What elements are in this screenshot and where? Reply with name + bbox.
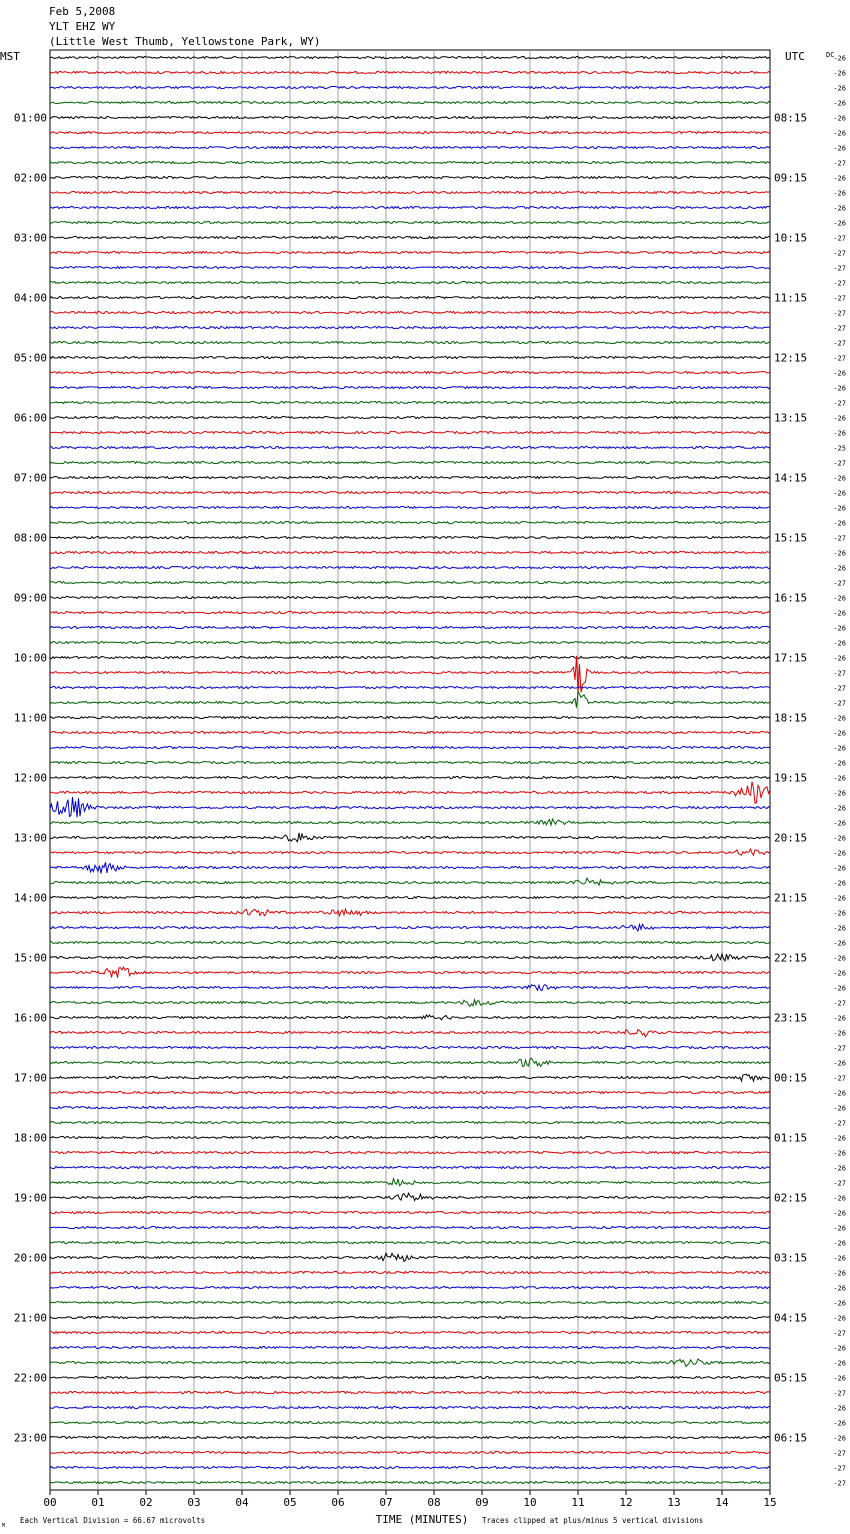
seismic-trace: [50, 967, 770, 978]
dc-offset-label: -27: [833, 264, 846, 273]
dc-offset-label: -27: [833, 684, 846, 693]
x-tick-label: 14: [715, 1496, 729, 1509]
seismic-trace: [50, 1391, 770, 1393]
seismic-trace: [50, 191, 770, 193]
mst-hour-label: 14:00: [13, 891, 47, 905]
utc-hour-label: 09:15: [774, 171, 808, 185]
mst-hour-label: 03:00: [13, 231, 47, 245]
seismic-trace: [50, 862, 770, 873]
dc-offset-label: -26: [833, 909, 846, 918]
dc-offset-label: -26: [833, 549, 846, 558]
seismic-trace: [50, 56, 770, 58]
dc-offset-label: -26: [833, 894, 846, 903]
dc-offset-label: -26: [833, 819, 846, 828]
mst-hour-label: 13:00: [13, 831, 47, 845]
mst-hour-label: 07:00: [13, 471, 47, 485]
dc-offset-label: -26: [833, 1194, 846, 1203]
seismic-trace: [50, 536, 770, 538]
utc-hour-label: 00:15: [774, 1071, 808, 1085]
clip-note: Traces clipped at plus/minus 5 vertical divisions: [482, 1516, 704, 1525]
seismic-trace: [50, 1286, 770, 1288]
seismic-trace: [50, 692, 770, 708]
dc-offset-label: -26: [833, 114, 846, 123]
dc-offset-label: -26: [833, 1029, 846, 1038]
seismic-trace: [50, 656, 770, 658]
dc-offset-label: -26: [833, 1254, 846, 1263]
mst-hour-label: 01:00: [13, 111, 47, 125]
dc-offset-label: -27: [833, 249, 846, 258]
mst-hour-label: 06:00: [13, 411, 47, 425]
utc-hour-label: 06:15: [774, 1431, 808, 1445]
seismic-trace: [50, 521, 770, 523]
dc-column-label: DC: [826, 51, 835, 59]
x-tick-label: 10: [523, 1496, 537, 1509]
x-tick-label: 11: [571, 1496, 585, 1509]
dc-offset-label: -27: [833, 1074, 846, 1083]
corner-mark: M: [2, 1523, 6, 1529]
dc-offset-label: -26: [833, 654, 846, 663]
mst-hour-label: 10:00: [13, 651, 47, 665]
seismic-trace: [50, 161, 770, 163]
dc-offset-label: -26: [833, 1239, 846, 1248]
seismic-trace: [50, 71, 770, 73]
dc-offset-label: -26: [833, 639, 846, 648]
dc-offset-label: -27: [833, 999, 846, 1008]
seismic-trace: [50, 371, 770, 373]
seismic-trace: [50, 236, 770, 238]
dc-offset-label: -26: [833, 1224, 846, 1233]
seismic-trace: [50, 686, 770, 688]
dc-offset-label: -26: [833, 54, 846, 63]
seismic-trace: [50, 878, 770, 885]
dc-offset-label: -26: [833, 144, 846, 153]
station-location: (Little West Thumb, Yellowstone Park, WY): [49, 35, 321, 48]
seismic-trace: [50, 251, 770, 253]
seismic-trace: [50, 1406, 770, 1408]
dc-offset-label: -26: [833, 1089, 846, 1098]
x-tick-label: 12: [619, 1496, 633, 1509]
dc-offset-label: -26: [833, 84, 846, 93]
dc-offset-label: -26: [833, 369, 846, 378]
x-tick-label: 09: [475, 1496, 489, 1509]
seismic-trace: [50, 401, 770, 403]
dc-offset-label: -26: [833, 1149, 846, 1158]
seismic-trace: [50, 797, 770, 817]
dc-offset-label: -26: [833, 609, 846, 618]
mst-hour-label: 11:00: [13, 711, 47, 725]
dc-offset-label: -26: [833, 1209, 846, 1218]
x-tick-label: 15: [763, 1496, 777, 1509]
x-axis-title: TIME (MINUTES): [375, 1513, 469, 1526]
seismic-trace: [50, 1301, 770, 1303]
dc-offset-label: -27: [833, 159, 846, 168]
dc-offset-label: -27: [833, 1179, 846, 1188]
dc-offset-label: -26: [833, 789, 846, 798]
dc-offset-label: -27: [833, 1119, 846, 1128]
seismic-trace: [50, 1179, 770, 1186]
dc-offset-label: -26: [833, 1434, 846, 1443]
seismic-trace: [50, 101, 770, 103]
seismic-trace: [50, 1121, 770, 1123]
seismic-trace: [50, 206, 770, 208]
utc-hour-label: 18:15: [774, 711, 808, 725]
seismic-trace: [50, 849, 770, 855]
seismic-trace: [50, 1166, 770, 1168]
seismic-trace: [50, 716, 770, 718]
dc-offset-label: -26: [833, 729, 846, 738]
seismic-trace: [50, 1253, 770, 1261]
utc-hour-label: 11:15: [774, 291, 808, 305]
seismic-trace: [50, 416, 770, 418]
seismic-trace: [50, 1359, 770, 1367]
dc-offset-label: -26: [833, 864, 846, 873]
seismic-trace: [50, 596, 770, 598]
seismic-trace: [50, 761, 770, 763]
mst-hour-label: 16:00: [13, 1011, 47, 1025]
dc-offset-label: -26: [833, 954, 846, 963]
dc-offset-label: -26: [833, 1404, 846, 1413]
dc-offset-label: -26: [833, 759, 846, 768]
dc-offset-label: -26: [833, 1374, 846, 1383]
dc-offset-label: -26: [833, 189, 846, 198]
seismic-trace: [50, 924, 770, 931]
mst-hour-label: 19:00: [13, 1191, 47, 1205]
dc-offset-label: -26: [833, 504, 846, 513]
x-tick-label: 06: [331, 1496, 345, 1509]
dc-offset-label: -26: [833, 1359, 846, 1368]
dc-offset-label: -26: [833, 714, 846, 723]
dc-offset-label: -26: [833, 744, 846, 753]
dc-offset-label: -26: [833, 1059, 846, 1068]
seismic-trace: [50, 1091, 770, 1093]
utc-hour-label: 17:15: [774, 651, 808, 665]
seismic-trace: [50, 551, 770, 553]
utc-hour-label: 19:15: [774, 771, 808, 785]
dc-offset-label: -26: [833, 519, 846, 528]
utc-hour-label: 04:15: [774, 1311, 808, 1325]
seismic-trace: [50, 746, 770, 748]
x-tick-label: 00: [43, 1496, 57, 1509]
seismic-trace: [50, 131, 770, 133]
seismic-trace: [50, 116, 770, 118]
mst-axis-label: MST: [0, 50, 20, 63]
dc-offset-label: -27: [833, 399, 846, 408]
seismic-trace: [50, 1058, 770, 1066]
mst-hour-label: 23:00: [13, 1431, 47, 1445]
utc-hour-label: 23:15: [774, 1011, 808, 1025]
plot-date: Feb 5,2008: [49, 5, 116, 18]
x-tick-label: 04: [235, 1496, 249, 1509]
dc-offset-label: -27: [833, 1464, 846, 1473]
dc-offset-label: -26: [833, 1314, 846, 1323]
dc-offset-label: -27: [833, 669, 846, 678]
seismic-trace: [50, 1015, 770, 1020]
station-code: YLT EHZ WY: [49, 20, 116, 33]
dc-offset-label: -26: [833, 1344, 846, 1353]
seismic-trace: [50, 1226, 770, 1228]
dc-offset-label: -26: [833, 939, 846, 948]
dc-offset-label: -26: [833, 1299, 846, 1308]
mst-hour-label: 02:00: [13, 171, 47, 185]
dc-offset-label: -27: [833, 1329, 846, 1338]
dc-offset-label: -27: [833, 1449, 846, 1458]
dc-offset-label: -26: [833, 834, 846, 843]
dc-offset-label: -26: [833, 384, 846, 393]
dc-offset-label: -27: [833, 339, 846, 348]
dc-offset-label: -26: [833, 474, 846, 483]
seismic-trace: [50, 1466, 770, 1468]
dc-offset-label: -27: [833, 459, 846, 468]
utc-hour-label: 01:15: [774, 1131, 808, 1145]
utc-hour-label: 13:15: [774, 411, 808, 425]
seismic-trace: [50, 1193, 770, 1200]
dc-offset-label: -27: [833, 324, 846, 333]
seismic-trace: [50, 446, 770, 448]
x-tick-label: 02: [139, 1496, 153, 1509]
dc-offset-label: -26: [833, 1269, 846, 1278]
utc-hour-label: 22:15: [774, 951, 808, 965]
seismic-trace: [50, 941, 770, 943]
dc-offset-label: -26: [833, 1164, 846, 1173]
seismic-trace: [50, 776, 770, 778]
seismic-trace: [50, 819, 770, 825]
x-tick-label: 07: [379, 1496, 393, 1509]
dc-offset-label: -26: [833, 969, 846, 978]
dc-offset-label: -26: [833, 879, 846, 888]
seismic-trace: [50, 896, 770, 898]
seismic-trace: [50, 176, 770, 178]
mst-hour-label: 12:00: [13, 771, 47, 785]
seismic-trace: [50, 311, 770, 313]
seismic-trace: [50, 782, 770, 803]
vertical-scale-note: Each Vertical Division = 66.67 microvolts: [20, 1516, 206, 1525]
seismic-trace: [50, 86, 770, 88]
seismic-trace: [50, 221, 770, 223]
dc-offset-label: -26: [833, 1419, 846, 1428]
seismic-trace: [50, 1481, 770, 1483]
dc-offset-label: -27: [833, 309, 846, 318]
seismic-trace: [50, 461, 770, 463]
seismic-trace: [50, 1000, 770, 1007]
seismic-trace: [50, 431, 770, 433]
seismic-trace: [50, 326, 770, 328]
seismic-trace: [50, 954, 770, 961]
dc-offset-label: -26: [833, 624, 846, 633]
mst-hour-label: 08:00: [13, 531, 47, 545]
seismic-trace: [50, 266, 770, 268]
utc-hour-label: 12:15: [774, 351, 808, 365]
dc-offset-label: -26: [833, 1104, 846, 1113]
seismic-trace: [50, 1046, 770, 1048]
seismic-trace: [50, 1451, 770, 1453]
seismic-trace: [50, 1331, 770, 1333]
utc-hour-label: 10:15: [774, 231, 808, 245]
dc-offset-label: -27: [833, 579, 846, 588]
seismic-trace: [50, 566, 770, 568]
dc-offset-label: -26: [833, 1014, 846, 1023]
seismic-trace: [50, 1271, 770, 1273]
seismic-trace: [50, 146, 770, 148]
seismic-trace: [50, 296, 770, 298]
x-tick-label: 05: [283, 1496, 297, 1509]
seismic-trace: [50, 1376, 770, 1378]
utc-hour-label: 21:15: [774, 891, 808, 905]
mst-hour-label: 22:00: [13, 1371, 47, 1385]
seismic-trace: [50, 833, 770, 842]
seismic-trace: [50, 1421, 770, 1423]
mst-hour-label: 18:00: [13, 1131, 47, 1145]
dc-offset-label: -26: [833, 429, 846, 438]
utc-hour-label: 20:15: [774, 831, 808, 845]
dc-offset-label: -26: [833, 1284, 846, 1293]
seismic-trace: [50, 356, 770, 358]
mst-hour-label: 09:00: [13, 591, 47, 605]
utc-hour-label: 02:15: [774, 1191, 808, 1205]
seismic-trace: [50, 626, 770, 628]
dc-offset-label: -27: [833, 354, 846, 363]
dc-offset-label: -26: [833, 99, 846, 108]
mst-hour-label: 04:00: [13, 291, 47, 305]
mst-hour-label: 17:00: [13, 1071, 47, 1085]
dc-offset-label: -25: [833, 444, 846, 453]
dc-offset-label: -26: [833, 69, 846, 78]
dc-offset-label: -27: [833, 294, 846, 303]
utc-hour-label: 16:15: [774, 591, 808, 605]
seismic-trace: [50, 985, 770, 991]
utc-hour-label: 15:15: [774, 531, 808, 545]
dc-offset-label: -27: [833, 534, 846, 543]
dc-offset-label: -26: [833, 774, 846, 783]
seismic-trace: [50, 491, 770, 493]
seismic-trace: [50, 1211, 770, 1213]
dc-offset-label: -27: [833, 234, 846, 243]
seismic-trace: [50, 1136, 770, 1138]
utc-hour-label: 03:15: [774, 1251, 808, 1265]
seismic-trace: [50, 506, 770, 508]
dc-offset-label: -26: [833, 414, 846, 423]
seismic-trace: [50, 909, 770, 916]
x-tick-label: 08: [427, 1496, 441, 1509]
seismic-trace: [50, 731, 770, 733]
seismic-trace: [50, 1106, 770, 1108]
dc-offset-label: -27: [833, 699, 846, 708]
seismic-trace: [50, 1436, 770, 1438]
mst-hour-label: 20:00: [13, 1251, 47, 1265]
mst-hour-label: 21:00: [13, 1311, 47, 1325]
x-tick-label: 03: [187, 1496, 201, 1509]
seismic-trace: [50, 341, 770, 343]
dc-offset-label: -27: [833, 1479, 846, 1488]
x-tick-label: 01: [91, 1496, 105, 1509]
dc-offset-label: -26: [833, 129, 846, 138]
dc-offset-label: -26: [833, 219, 846, 228]
seismic-trace: [50, 281, 770, 283]
dc-offset-label: -26: [833, 804, 846, 813]
utc-axis-label: UTC: [785, 50, 805, 63]
seismic-trace: [50, 1241, 770, 1243]
dc-offset-label: -26: [833, 174, 846, 183]
utc-hour-label: 08:15: [774, 111, 808, 125]
utc-hour-label: 14:15: [774, 471, 808, 485]
dc-offset-label: -26: [833, 564, 846, 573]
dc-offset-label: -27: [833, 1389, 846, 1398]
seismic-trace: [50, 386, 770, 388]
mst-hour-label: 05:00: [13, 351, 47, 365]
seismic-trace: [50, 1029, 770, 1036]
seismic-trace: [50, 581, 770, 583]
seismic-trace: [50, 1151, 770, 1153]
dc-offset-label: -26: [833, 984, 846, 993]
x-tick-label: 13: [667, 1496, 681, 1509]
dc-offset-label: -27: [833, 1044, 846, 1053]
dc-offset-label: -26: [833, 849, 846, 858]
dc-offset-label: -26: [833, 1134, 846, 1143]
mst-hour-label: 15:00: [13, 951, 47, 965]
seismic-trace: [50, 476, 770, 478]
seismic-trace: [50, 611, 770, 613]
dc-offset-label: -26: [833, 489, 846, 498]
dc-offset-label: -26: [833, 204, 846, 213]
seismic-trace: [50, 641, 770, 643]
dc-offset-label: -26: [833, 594, 846, 603]
utc-hour-label: 05:15: [774, 1371, 808, 1385]
dc-offset-label: -26: [833, 924, 846, 933]
seismic-trace: [50, 1316, 770, 1318]
dc-offset-label: -27: [833, 279, 846, 288]
seismic-trace: [50, 1346, 770, 1348]
seismic-trace: [50, 1074, 770, 1081]
